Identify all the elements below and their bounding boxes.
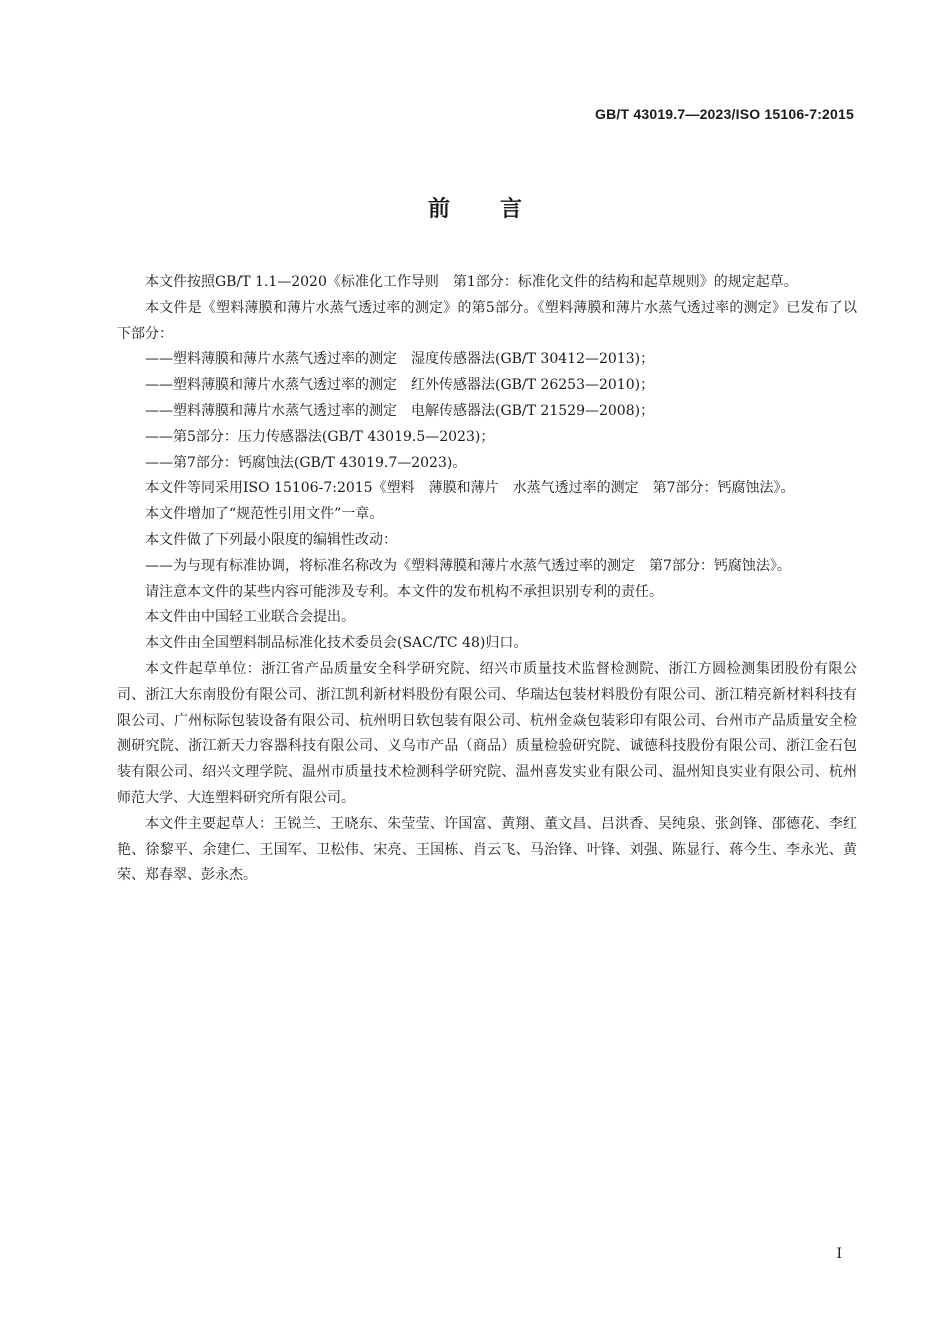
standard-code: GB/T 43019.7—2023/ISO 15106-7:2015 xyxy=(595,106,854,122)
foreword-body xyxy=(117,270,857,889)
paragraph-adoption: 本文件等同采用ISO 15106-7:2015《塑料 薄膜和薄片 水蒸气透过率的测定 第7部分：钙腐蚀法》。 xyxy=(145,480,795,497)
list-item-change: ——为与现有标准协调，将标准名称改为《塑料薄膜和薄片水蒸气透过率的测定 第7部分：钙腐蚀法》。 xyxy=(145,557,791,574)
page-title: 前言 xyxy=(427,197,572,222)
paragraph-committee: 本文件由全国塑料制品标准化技术委员会(SAC/TC 48)归口。 xyxy=(145,635,528,652)
list-item-part: ——第5部分：压力传感器法(GB/T 43019.5—2023)； xyxy=(145,428,495,445)
paragraph-patent-notice: 请注意本文件的某些内容可能涉及专利。本文件的发布机构不承担识别专利的责任。 xyxy=(145,583,663,600)
paragraph-added-chapter: 本文件增加了“规范性引用文件”一章。 xyxy=(145,506,384,523)
paragraph-drafting-rules: 本文件按照GB/T 1.1—2020《标准化工作导则 第1部分：标准化文件的结构和起草规则》的规定起草。 xyxy=(145,274,798,290)
paragraph-proposer: 本文件由中国轻工业联合会提出。 xyxy=(145,609,355,626)
list-item-part: ——塑料薄膜和薄片水蒸气透过率的测定 红外传感器法(GB/T 26253—2010)； xyxy=(145,377,655,394)
paragraph-series-part: 本文件是《塑料薄膜和薄片水蒸气透过率的测定》的第5部分。《塑料薄膜和薄片水蒸气透过率的测定》已发布了以下部分： xyxy=(117,299,857,342)
list-item-part: ——塑料薄膜和薄片水蒸气透过率的测定 湿度传感器法(GB/T 30412—2013)； xyxy=(145,351,655,368)
list-item-part: ——第7部分：钙腐蚀法(GB/T 43019.7—2023)。 xyxy=(145,454,467,471)
page-number: I xyxy=(836,1246,842,1262)
list-item-part: ——塑料薄膜和薄片水蒸气透过率的测定 电解传感器法(GB/T 21529—2008)； xyxy=(145,402,655,419)
paragraph-drafting-units: 本文件起草单位：浙江省产品质量安全科学研究院、绍兴市质量技术监督检测院、浙江方圆检测集团股份有限公司、浙江大东南股份有限公司、浙江凯利新材料股份有限公司、华瑞达包装材料股份有限公司、浙江精亮新材料科技有限公司、广州标际包装设备有限公司、杭州明日软包装有限公司、杭州金焱包装彩印有限公司、台州市产品质量安全检测研究院、浙江新天力容器科技有限公司、义乌市产品（商品）质量检验研究院、诚德科技股份有限公司、浙江金石包装有限公司、绍兴文理学院、温州市质量技术检测科学研究院、温州喜发实业有限公司、温州知良实业有限公司、杭州师范大学、大连塑料研究所有限公司。 xyxy=(117,660,857,806)
paragraph-drafters: 本文件主要起草人：王锐兰、王晓东、朱莹莹、许国富、黄翔、董文昌、吕洪香、吴纯泉、张剑锋、邵德花、李红艳、徐黎平、余建仁、王国军、卫松伟、宋亮、王国栋、肖云飞、马治锋、叶锋、刘强、陈显行、蒋今生、李永光、黄荣、郑春翠、彭永杰。 xyxy=(117,815,857,884)
paragraph-editorial-changes: 本文件做了下列最小限度的编辑性改动： xyxy=(145,531,397,548)
